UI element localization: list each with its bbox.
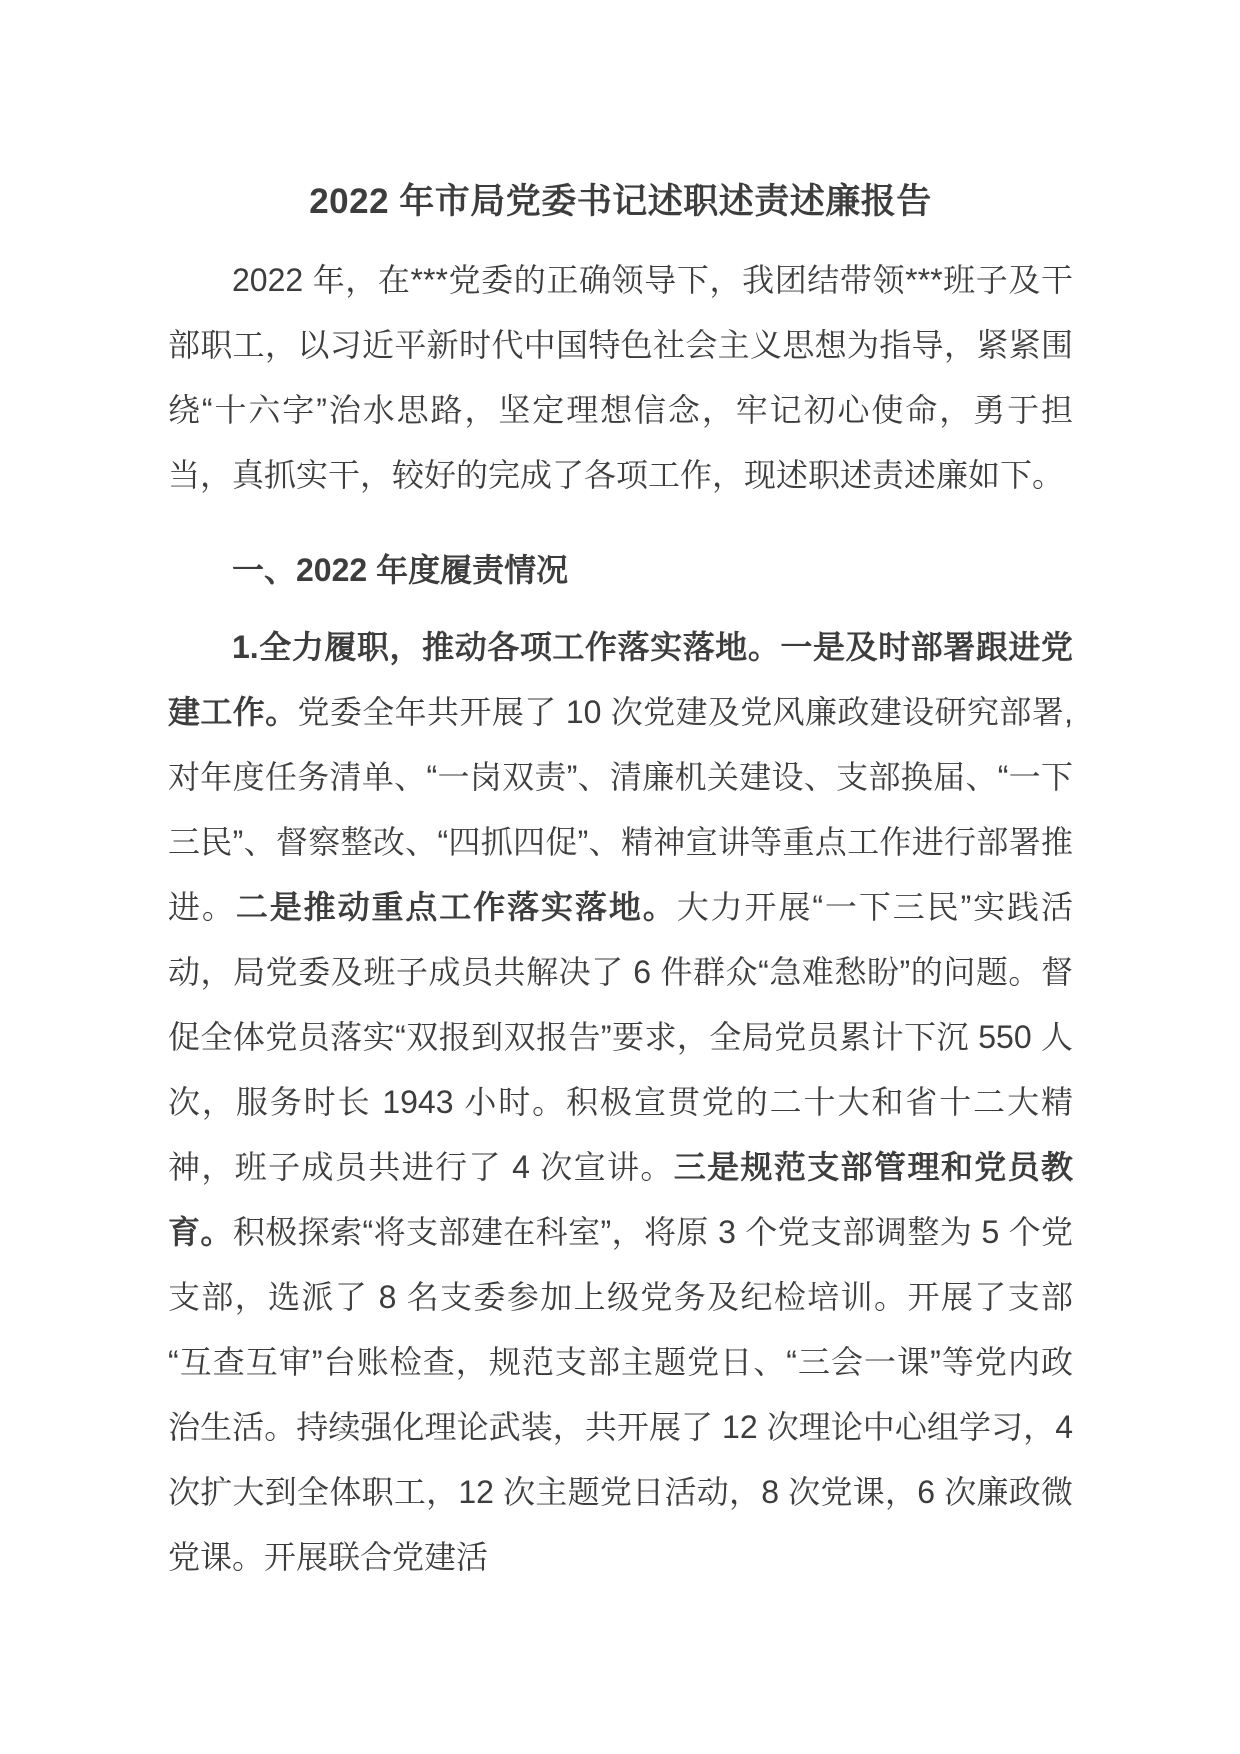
duty-item-1-lead-bold: 1.全力履职，推动各项工作落实落地。一是及时部署跟进党建工作。 [168,629,1073,730]
duty-item-3-lead-bold: 三是规范支部管理和党员教育。 [168,1149,1073,1250]
intro-paragraph: 2022 年，在***党委的正确领导下，我团结带领***班子及干部职工，以习近平新时代中国特色社会主义思想为指导，紧紧围绕“十六字”治水思路，坚定理想信念，牢记初心使命，勇于担当，真抓实干，较好的完成了各项工作，现述职述责述廉如下。 [168,262,1073,493]
duty-item-2-text: 大力开展“一下三民”实践活动，局党委及班子成员共解决了 6 件群众“急难愁盼”的问题。督促全体党员落实“双报到双报告”要求，全局党员累计下沉 550 人次，服务时长 1943 小时。积极宣贯党的二十大和省十二大精神，班子成员共进行了 4 次宣讲。 [168,889,1073,1185]
document-title: 2022 年市局党委书记述职述责述廉报告 [309,182,932,221]
duty-item-2-lead-bold: 二是推动重点工作落实落地。 [235,889,677,925]
duty-item-3-text: 积极探索“将支部建在科室”，将原 3 个党支部调整为 5 个党支部，选派了 8 名支委参加上级党务及纪检培训。开展了支部“互查互审”台账检查，规范支部主题党日、“三会一课”等党内政治生活。持续强化理论武装，共开展了 12 次理论中心组学习，4 次扩大到全体职工，12 次主题党日活动，8 次党课，6 次廉政微党课。开展联合党建活 [168,1214,1073,1575]
duty-paragraph [168,615,1073,1590]
duty-item-1-text: 党委全年共开展了 10 次党建及党风廉政建设研究部署,对年度任务清单、“一岗双责”、清廉机关建设、支部换届、“一下三民”、督察整改、“四抓四促”、精神宣讲等重点工作进行部署推进。 [168,694,1073,925]
section-heading: 一、2022 年度履责情况 [232,552,569,588]
